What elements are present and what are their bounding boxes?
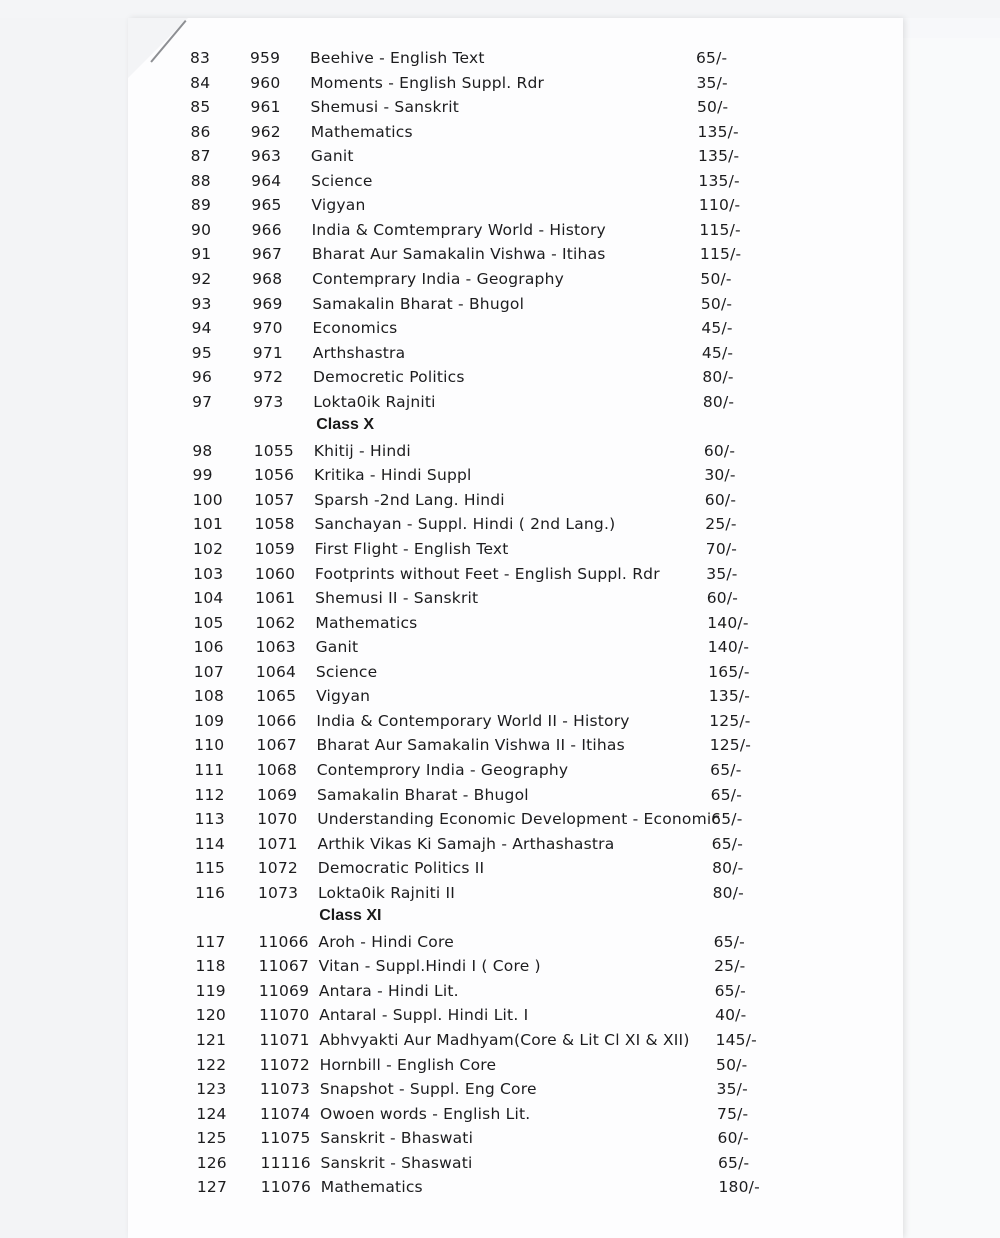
- book-code: 1059: [254, 540, 295, 558]
- book-code: 11067: [258, 957, 309, 976]
- serial-number: 125: [196, 1129, 227, 1148]
- serial-number: 87: [190, 147, 211, 166]
- book-code: 1070: [257, 810, 298, 829]
- serial-number: 86: [190, 122, 211, 141]
- book-code: 969: [252, 294, 283, 313]
- book-price: 65/-: [711, 810, 743, 829]
- book-price: 135/-: [697, 122, 739, 141]
- serial-number: 122: [196, 1055, 227, 1074]
- book-price: 135/-: [697, 147, 740, 166]
- serial-number: 91: [191, 245, 212, 264]
- book-price: 80/-: [702, 368, 734, 387]
- book-title: Shemusi - Sanskrit: [310, 98, 459, 117]
- book-code: 1068: [256, 760, 298, 779]
- book-code: 965: [251, 196, 282, 215]
- serial-number: 110: [194, 736, 225, 755]
- serial-number: 85: [190, 98, 211, 117]
- book-code: 11071: [259, 1031, 310, 1049]
- book-title: Shemusi II - Sanskrit: [315, 589, 479, 608]
- book-title: Contemprory India - Geography: [316, 760, 569, 779]
- book-price: 60/-: [703, 441, 736, 460]
- book-code: 1063: [255, 638, 296, 657]
- serial-number: 102: [192, 540, 224, 558]
- serial-number: 95: [191, 343, 212, 362]
- book-code: 1060: [254, 564, 296, 583]
- book-code: 1057: [254, 490, 295, 509]
- book-price: 80/-: [702, 392, 735, 411]
- serial-number: 121: [195, 1031, 227, 1049]
- serial-number: 100: [192, 490, 223, 509]
- book-price: 135/-: [698, 171, 740, 190]
- serial-number: 88: [190, 171, 211, 190]
- book-title: India & Contemporary World II - History: [316, 711, 630, 730]
- serial-number: 114: [194, 834, 225, 853]
- book-code: 971: [252, 343, 283, 362]
- serial-number: 101: [192, 515, 224, 534]
- book-price: 180/-: [718, 1178, 760, 1197]
- book-price: 35/-: [696, 73, 728, 92]
- book-price: 50/-: [696, 98, 729, 117]
- serial-number: 83: [190, 49, 211, 67]
- serial-number: 111: [194, 760, 225, 779]
- book-code: 1056: [253, 466, 295, 485]
- book-price: 115/-: [699, 245, 742, 264]
- book-price: 35/-: [706, 564, 738, 583]
- serial-number: 113: [194, 810, 225, 829]
- book-code: 973: [253, 392, 284, 411]
- book-title: Vigyan: [316, 687, 371, 706]
- serial-number: 127: [196, 1178, 228, 1197]
- book-code: 1065: [256, 687, 297, 706]
- serial-number: 90: [191, 220, 212, 239]
- book-price: 50/-: [700, 269, 732, 288]
- serial-number: 116: [195, 883, 226, 902]
- book-code: 11072: [259, 1055, 310, 1074]
- book-title: Mathematics: [310, 122, 413, 141]
- book-title: Arthshastra: [312, 343, 406, 362]
- serial-number: 103: [193, 564, 224, 583]
- book-code: 968: [252, 269, 283, 288]
- book-price: 25/-: [705, 515, 737, 534]
- book-title: Kritika - Hindi Suppl: [313, 466, 472, 485]
- book-title: India & Comtemprary World - History: [311, 220, 606, 239]
- book-title: Science: [315, 662, 378, 681]
- serial-number: 117: [195, 932, 226, 951]
- book-title: Sanskrit - Shaswati: [320, 1153, 473, 1172]
- serial-number: 98: [192, 441, 213, 460]
- book-code: 1058: [254, 515, 295, 534]
- book-title: Antaral - Suppl. Hindi Lit. I: [319, 1006, 529, 1025]
- book-code: 1072: [257, 859, 298, 878]
- book-title: Democretic Politics: [313, 368, 465, 387]
- book-title: Snapshot - Suppl. Eng Core: [319, 1080, 537, 1099]
- book-title: Science: [311, 171, 373, 190]
- book-title: Contemprary India - Geography: [312, 269, 564, 288]
- book-title: Footprints without Feet - English Suppl. Rdr: [314, 564, 660, 583]
- serial-number: 120: [195, 1006, 226, 1025]
- book-code: 960: [250, 73, 281, 92]
- serial-number: 104: [193, 589, 224, 608]
- book-code: 11069: [258, 981, 310, 1000]
- book-price: 45/-: [701, 343, 734, 362]
- book-code: 964: [251, 171, 282, 190]
- book-title: Lokta0ik Rajniti: [313, 392, 436, 411]
- book-code: 1067: [256, 736, 297, 755]
- serial-number: 112: [194, 785, 225, 804]
- book-code: 1062: [255, 613, 296, 632]
- serial-number: 109: [194, 711, 225, 730]
- book-code: 1069: [257, 785, 298, 804]
- book-code: 962: [250, 122, 281, 141]
- book-title: Economics: [312, 319, 398, 338]
- book-price: 65/-: [710, 785, 742, 804]
- book-price: 65/-: [696, 49, 728, 67]
- book-code: 1055: [253, 441, 294, 460]
- serial-number: 126: [196, 1153, 227, 1172]
- book-title: Sanskrit - Bhaswati: [320, 1129, 474, 1148]
- book-price: 30/-: [704, 466, 736, 485]
- book-title: Ganit: [315, 638, 359, 657]
- serial-number: 92: [191, 269, 212, 288]
- book-title: Mathematics: [320, 1178, 423, 1197]
- serial-number: 106: [193, 638, 224, 657]
- book-title: Beehive - English Text: [310, 49, 485, 67]
- book-price: 35/-: [716, 1080, 748, 1099]
- book-price: 140/-: [707, 638, 750, 657]
- serial-number: 97: [192, 392, 213, 411]
- serial-number: 119: [195, 981, 226, 1000]
- book-price: 50/-: [700, 294, 733, 313]
- book-price: 65/-: [710, 760, 742, 779]
- book-price: 60/-: [717, 1129, 749, 1148]
- book-price: 115/-: [699, 220, 741, 239]
- book-title: Abhvyakti Aur Madhyam(Core & Lit Cl XI & XII): [319, 1031, 690, 1049]
- book-code: 11075: [260, 1129, 311, 1148]
- book-title: Bharat Aur Samakalin Vishwa II - Itihas: [316, 736, 625, 755]
- book-price: 60/-: [706, 589, 739, 608]
- book-code: 11074: [260, 1104, 311, 1123]
- serial-number: 93: [191, 294, 212, 313]
- book-title: Sanchayan - Suppl. Hindi ( 2nd Lang.): [314, 515, 616, 534]
- book-title: Hornbill - English Core: [319, 1055, 497, 1074]
- book-code: 11076: [260, 1178, 312, 1197]
- book-title: Ganit: [310, 147, 354, 166]
- book-price: 140/-: [707, 613, 749, 632]
- book-title: Antara - Hindi Lit.: [318, 981, 459, 1000]
- book-title: First Flight - English Text: [314, 540, 509, 558]
- book-code: 1061: [255, 589, 296, 608]
- book-title: Samakalin Bharat - Bhugol: [317, 785, 529, 804]
- book-price: 25/-: [714, 957, 746, 976]
- book-title: Owoen words - English Lit.: [320, 1104, 531, 1123]
- serial-number: 108: [193, 687, 225, 706]
- book-price: 145/-: [715, 1031, 757, 1049]
- serial-number: 123: [196, 1080, 227, 1099]
- book-price: 165/-: [708, 662, 750, 681]
- book-code: 963: [250, 147, 282, 166]
- serial-number: 118: [195, 957, 226, 976]
- book-code: 967: [251, 245, 283, 264]
- book-title: Democratic Politics II: [317, 859, 485, 878]
- book-price: 50/-: [716, 1055, 748, 1074]
- book-title: Bharat Aur Samakalin Vishwa - Itihas: [311, 245, 606, 264]
- serial-number: 94: [191, 319, 212, 338]
- book-price: 45/-: [701, 319, 733, 338]
- book-price: 65/-: [714, 981, 746, 1000]
- book-price: 65/-: [711, 834, 743, 853]
- book-code: 966: [251, 220, 282, 239]
- serial-number: 89: [190, 196, 212, 215]
- book-code: 1073: [257, 883, 299, 902]
- serial-number: 84: [190, 73, 211, 92]
- serial-number: 96: [191, 368, 213, 387]
- book-price: 135/-: [708, 687, 751, 706]
- section-heading: Class XI: [319, 907, 382, 925]
- book-title: Mathematics: [315, 613, 418, 632]
- section-heading: Class X: [316, 416, 375, 434]
- book-title: Understanding Economic Development - Economic: [317, 810, 721, 829]
- serial-number: 105: [193, 613, 224, 632]
- book-price: 80/-: [712, 859, 744, 878]
- book-title: Khitij - Hindi: [313, 441, 411, 460]
- serial-number: 99: [192, 466, 213, 485]
- book-code: 11116: [260, 1153, 311, 1172]
- book-title: Aroh - Hindi Core: [318, 932, 454, 951]
- book-code: 11066: [258, 932, 309, 951]
- book-price: 75/-: [717, 1104, 749, 1123]
- book-code: 1064: [255, 662, 297, 681]
- book-title: Samakalin Bharat - Bhugol: [312, 294, 525, 313]
- book-title: Vigyan: [311, 196, 366, 215]
- book-price: 125/-: [709, 711, 751, 730]
- book-code: 1071: [257, 834, 298, 853]
- book-code: 11073: [259, 1080, 311, 1099]
- serial-number: 107: [193, 662, 224, 681]
- book-code: 959: [250, 49, 281, 67]
- book-title: Vitan - Suppl.Hindi I ( Core ): [318, 957, 541, 976]
- book-price: 60/-: [704, 490, 737, 509]
- book-code: 1066: [256, 711, 297, 730]
- serial-number: 115: [194, 859, 226, 878]
- serial-number: 124: [196, 1104, 227, 1123]
- book-code: 961: [250, 98, 281, 117]
- book-price: 110/-: [698, 196, 741, 215]
- book-price: 80/-: [712, 883, 744, 902]
- book-code: 972: [253, 368, 284, 387]
- book-price: 125/-: [709, 736, 752, 755]
- book-price: 65/-: [713, 932, 745, 951]
- book-title: Arthik Vikas Ki Samajh - Arthashastra: [317, 834, 615, 853]
- book-code: 970: [252, 319, 283, 338]
- book-title: Lokta0ik Rajniti II: [317, 883, 456, 902]
- book-code: 11070: [259, 1006, 310, 1025]
- book-price: 65/-: [718, 1153, 750, 1172]
- book-price: 40/-: [715, 1006, 747, 1025]
- book-price: 70/-: [705, 540, 738, 558]
- book-title: Sparsh -2nd Lang. Hindi: [314, 490, 505, 509]
- book-title: Moments - English Suppl. Rdr: [310, 73, 545, 92]
